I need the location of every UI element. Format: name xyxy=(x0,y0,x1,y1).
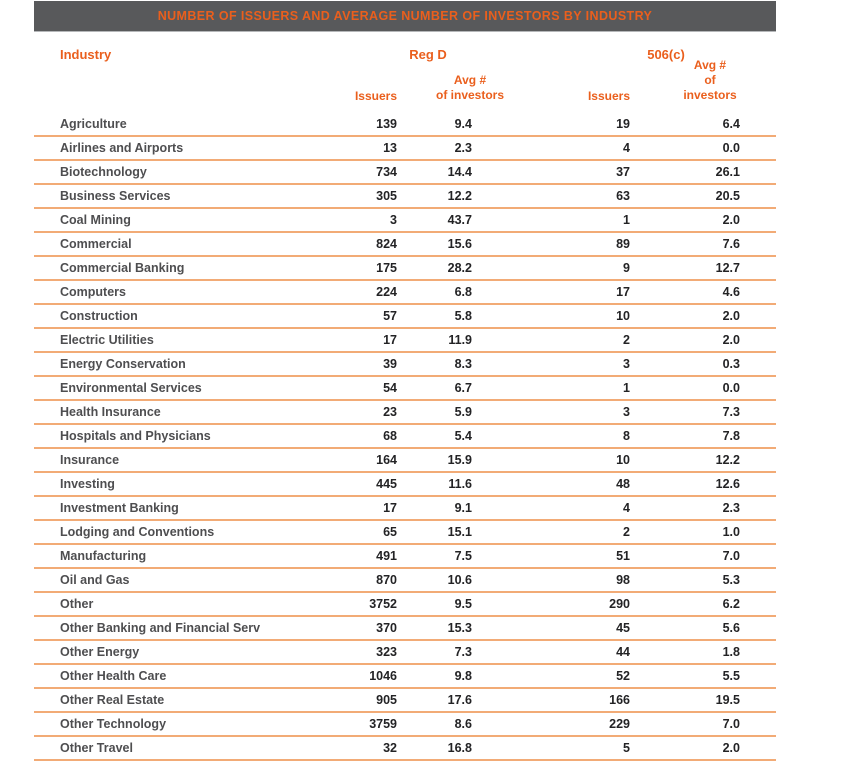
industry-cell: Commercial Banking xyxy=(60,261,185,275)
reg-d-avg-investors-cell: 9.5 xyxy=(454,597,472,611)
industry-column-header: Industry xyxy=(60,47,112,62)
506c-avg-investors-cell: 19.5 xyxy=(715,693,740,707)
506c-issuers-cell: 10 xyxy=(616,453,630,467)
reg-d-issuers-cell: 905 xyxy=(376,693,397,707)
industry-cell: Electric Utilities xyxy=(60,333,154,347)
reg-d-avg-investors-cell: 5.4 xyxy=(454,429,472,443)
industry-cell: Manufacturing xyxy=(60,549,147,563)
industry-cell: Investment Banking xyxy=(60,501,179,515)
industry-cell: Other Banking and Financial Serv xyxy=(60,621,261,635)
reg-d-avg-investors-cell: 8.3 xyxy=(454,357,472,371)
506c-avg-investors-cell: 0.3 xyxy=(722,357,740,371)
reg-d-avg-investors-cell: 10.6 xyxy=(447,573,472,587)
industry-cell: Other Energy xyxy=(60,645,140,659)
506c-avg-investors-cell: 7.3 xyxy=(722,405,740,419)
reg-d-avg-investors-cell: 6.8 xyxy=(454,285,472,299)
506c-issuers-cell: 3 xyxy=(623,357,630,371)
reg-d-avg-investors-cell: 14.4 xyxy=(447,165,472,179)
table-title-bar xyxy=(34,1,776,32)
506c-avg-investors-cell: 0.0 xyxy=(722,141,740,155)
reg-d-avg-investors-cell: 5.9 xyxy=(454,405,472,419)
506c-avg-investors-cell: 1.8 xyxy=(722,645,740,659)
avg-header-line1: Avg # xyxy=(693,58,727,72)
506c-group-header: 506(c) xyxy=(647,47,685,62)
table-row xyxy=(34,281,776,305)
506c-avg-investors-cell: 4.6 xyxy=(722,285,740,299)
industry-cell: Lodging and Conventions xyxy=(60,525,215,539)
column-subheader-row xyxy=(34,58,776,104)
reg-d-issuers-cell: 445 xyxy=(376,477,397,491)
reg-d-issuers-cell: 870 xyxy=(376,573,397,587)
506c-avg-investors-cell: 26.1 xyxy=(715,165,740,179)
506c-issuers-cell: 48 xyxy=(616,477,630,491)
506c-issuers-cell: 8 xyxy=(623,429,630,443)
industry-cell: Airlines and Airports xyxy=(60,141,184,155)
506c-issuers-cell: 10 xyxy=(616,309,630,323)
506c-avg-investors-cell: 5.3 xyxy=(722,573,740,587)
industry-cell: Other Health Care xyxy=(60,669,167,683)
506c-issuers-cell: 2 xyxy=(623,525,630,539)
506c-issuers-cell: 1 xyxy=(623,213,630,227)
reg-d-issuers-cell: 68 xyxy=(383,429,397,443)
506c-avg-investors-cell: 7.0 xyxy=(722,717,740,731)
reg-d-avg-investors-cell: 28.2 xyxy=(447,261,472,275)
506c-avg-investors-cell: 2.3 xyxy=(722,501,740,515)
industry-cell: Insurance xyxy=(60,453,120,467)
506c-avg-investors-cell: 6.4 xyxy=(722,117,740,131)
reg-d-avg-investors-cell: 9.8 xyxy=(454,669,472,683)
avg-header-line1: Avg # xyxy=(453,73,487,87)
reg-d-avg-investors-header xyxy=(436,73,504,103)
issuers-investors-table xyxy=(34,1,776,761)
table-row xyxy=(34,377,776,401)
table-row xyxy=(34,641,776,665)
industry-cell: Other Travel xyxy=(60,741,133,755)
506c-avg-investors-cell: 2.0 xyxy=(722,333,740,347)
avg-header-line2: of investors xyxy=(683,73,737,102)
table-row xyxy=(34,425,776,449)
reg-d-issuers-cell: 17 xyxy=(383,501,397,515)
table-row xyxy=(34,665,776,689)
reg-d-issuers-cell: 3 xyxy=(390,213,397,227)
506c-issuers-cell: 51 xyxy=(616,549,630,563)
reg-d-issuers-cell: 164 xyxy=(376,453,397,467)
reg-d-avg-investors-cell: 6.7 xyxy=(454,381,472,395)
506c-avg-investors-cell: 7.8 xyxy=(722,429,740,443)
table-title: NUMBER OF ISSUERS AND AVERAGE NUMBER OF INVESTORS BY INDUSTRY xyxy=(157,9,653,23)
reg-d-avg-investors-cell: 11.9 xyxy=(448,333,472,347)
reg-d-issuers-cell: 139 xyxy=(376,117,397,131)
reg-d-issuers-cell: 734 xyxy=(376,165,397,179)
table-row xyxy=(34,473,776,497)
506c-issuers-cell: 9 xyxy=(623,261,630,275)
industry-cell: Other xyxy=(60,597,94,611)
table-row xyxy=(34,401,776,425)
506c-issuers-cell: 290 xyxy=(609,597,630,611)
506c-avg-investors-cell: 2.0 xyxy=(722,213,740,227)
reg-d-avg-investors-cell: 8.6 xyxy=(454,717,472,731)
reg-d-issuers-cell: 32 xyxy=(383,741,397,755)
506c-issuers-cell: 4 xyxy=(623,141,630,155)
506c-avg-investors-cell: 2.0 xyxy=(722,741,740,755)
industry-cell: Investing xyxy=(60,477,115,491)
table-row xyxy=(34,449,776,473)
table-row xyxy=(34,137,776,161)
reg-d-issuers-cell: 54 xyxy=(383,381,397,395)
industry-cell: Other Technology xyxy=(60,717,167,731)
reg-d-issuers-cell: 175 xyxy=(376,261,397,275)
industry-cell: Other Real Estate xyxy=(60,693,165,707)
reg-d-avg-investors-cell: 15.1 xyxy=(447,525,472,539)
industry-cell: Energy Conservation xyxy=(60,357,186,371)
506c-avg-investors-cell: 12.7 xyxy=(715,261,740,275)
table-row xyxy=(34,257,776,281)
reg-d-avg-investors-cell: 43.7 xyxy=(447,213,472,227)
506c-avg-investors-cell: 6.2 xyxy=(722,597,740,611)
table-row xyxy=(34,737,776,761)
industry-cell: Environmental Services xyxy=(60,381,202,395)
table-row xyxy=(34,521,776,545)
industry-cell: Construction xyxy=(60,309,138,323)
reg-d-avg-investors-cell: 15.3 xyxy=(447,621,472,635)
table-row xyxy=(34,689,776,713)
industry-cell: Coal Mining xyxy=(60,213,131,227)
industry-cell: Commercial xyxy=(60,237,132,251)
industry-cell: Biotechnology xyxy=(60,165,147,179)
506c-avg-investors-cell: 7.0 xyxy=(722,549,740,563)
reg-d-avg-investors-cell: 11.6 xyxy=(448,477,472,491)
column-group-header-row xyxy=(34,47,776,63)
506c-issuers-cell: 19 xyxy=(616,117,630,131)
reg-d-issuers-cell: 824 xyxy=(376,237,397,251)
reg-d-avg-investors-cell: 9.4 xyxy=(454,117,472,131)
reg-d-issuers-cell: 23 xyxy=(383,405,397,419)
table-row xyxy=(34,617,776,641)
reg-d-avg-investors-cell: 5.8 xyxy=(454,309,472,323)
reg-d-issuers-cell: 3759 xyxy=(369,717,397,731)
table-row xyxy=(34,113,776,137)
table-row xyxy=(34,593,776,617)
reg-d-issuers-cell: 1046 xyxy=(369,669,397,683)
506c-issuers-cell: 4 xyxy=(623,501,630,515)
reg-d-issuers-cell: 370 xyxy=(376,621,397,635)
reg-d-avg-investors-cell: 12.2 xyxy=(447,189,472,203)
industry-cell: Computers xyxy=(60,285,126,299)
506c-issuers-cell: 1 xyxy=(623,381,630,395)
industry-cell: Hospitals and Physicians xyxy=(60,429,211,443)
industry-cell: Health Insurance xyxy=(60,405,161,419)
506c-issuers-cell: 2 xyxy=(623,333,630,347)
reg-d-issuers-cell: 17 xyxy=(383,333,397,347)
reg-d-group-header: Reg D xyxy=(409,47,447,62)
506c-issuers-cell: 98 xyxy=(616,573,630,587)
506c-issuers-cell: 166 xyxy=(609,693,630,707)
reg-d-avg-investors-cell: 15.6 xyxy=(447,237,472,251)
table-row xyxy=(34,209,776,233)
506c-issuers-cell: 17 xyxy=(616,285,630,299)
506c-avg-investors-header xyxy=(677,58,743,103)
reg-d-issuers-header: Issuers xyxy=(354,89,397,103)
reg-d-issuers-cell: 224 xyxy=(376,285,397,299)
506c-issuers-cell: 89 xyxy=(616,237,630,251)
506c-avg-investors-cell: 1.0 xyxy=(722,525,740,539)
506c-avg-investors-cell: 12.6 xyxy=(715,477,740,491)
506c-issuers-cell: 44 xyxy=(616,645,630,659)
506c-avg-investors-cell: 0.0 xyxy=(722,381,740,395)
506c-avg-investors-cell: 12.2 xyxy=(715,453,740,467)
table-row xyxy=(34,497,776,521)
506c-issuers-cell: 3 xyxy=(623,405,630,419)
table-row xyxy=(34,713,776,737)
506c-avg-investors-cell: 5.5 xyxy=(722,669,740,683)
table-row xyxy=(34,353,776,377)
reg-d-avg-investors-cell: 2.3 xyxy=(454,141,472,155)
table-body xyxy=(34,113,776,761)
industry-cell: Oil and Gas xyxy=(60,573,130,587)
506c-issuers-cell: 229 xyxy=(609,717,630,731)
reg-d-avg-investors-cell: 15.9 xyxy=(447,453,472,467)
506c-issuers-cell: 5 xyxy=(623,741,630,755)
reg-d-issuers-cell: 13 xyxy=(383,141,397,155)
table-row xyxy=(34,569,776,593)
reg-d-avg-investors-cell: 16.8 xyxy=(447,741,472,755)
506c-issuers-cell: 45 xyxy=(616,621,630,635)
table-row xyxy=(34,545,776,569)
506c-avg-investors-cell: 5.6 xyxy=(722,621,740,635)
506c-avg-investors-cell: 20.5 xyxy=(715,189,740,203)
reg-d-issuers-cell: 57 xyxy=(383,309,397,323)
reg-d-issuers-cell: 491 xyxy=(376,549,397,563)
table-row xyxy=(34,329,776,353)
table-row xyxy=(34,185,776,209)
industry-cell: Business Services xyxy=(60,189,171,203)
industry-cell: Agriculture xyxy=(60,117,127,131)
reg-d-avg-investors-cell: 17.6 xyxy=(447,693,472,707)
506c-issuers-cell: 63 xyxy=(616,189,630,203)
506c-avg-investors-cell: 2.0 xyxy=(722,309,740,323)
reg-d-issuers-cell: 323 xyxy=(376,645,397,659)
reg-d-avg-investors-cell: 9.1 xyxy=(454,501,472,515)
reg-d-issuers-cell: 305 xyxy=(376,189,397,203)
reg-d-issuers-cell: 39 xyxy=(383,357,397,371)
table-row xyxy=(34,305,776,329)
reg-d-avg-investors-cell: 7.5 xyxy=(454,549,472,563)
506c-issuers-cell: 37 xyxy=(616,165,630,179)
table-row xyxy=(34,233,776,257)
avg-header-line2: of investors xyxy=(435,88,505,102)
reg-d-issuers-cell: 65 xyxy=(383,525,397,539)
506c-avg-investors-cell: 7.6 xyxy=(722,237,740,251)
506c-issuers-cell: 52 xyxy=(616,669,630,683)
506c-issuers-header: Issuers xyxy=(587,89,630,103)
reg-d-avg-investors-cell: 7.3 xyxy=(454,645,472,659)
table-row xyxy=(34,161,776,185)
reg-d-issuers-cell: 3752 xyxy=(369,597,397,611)
